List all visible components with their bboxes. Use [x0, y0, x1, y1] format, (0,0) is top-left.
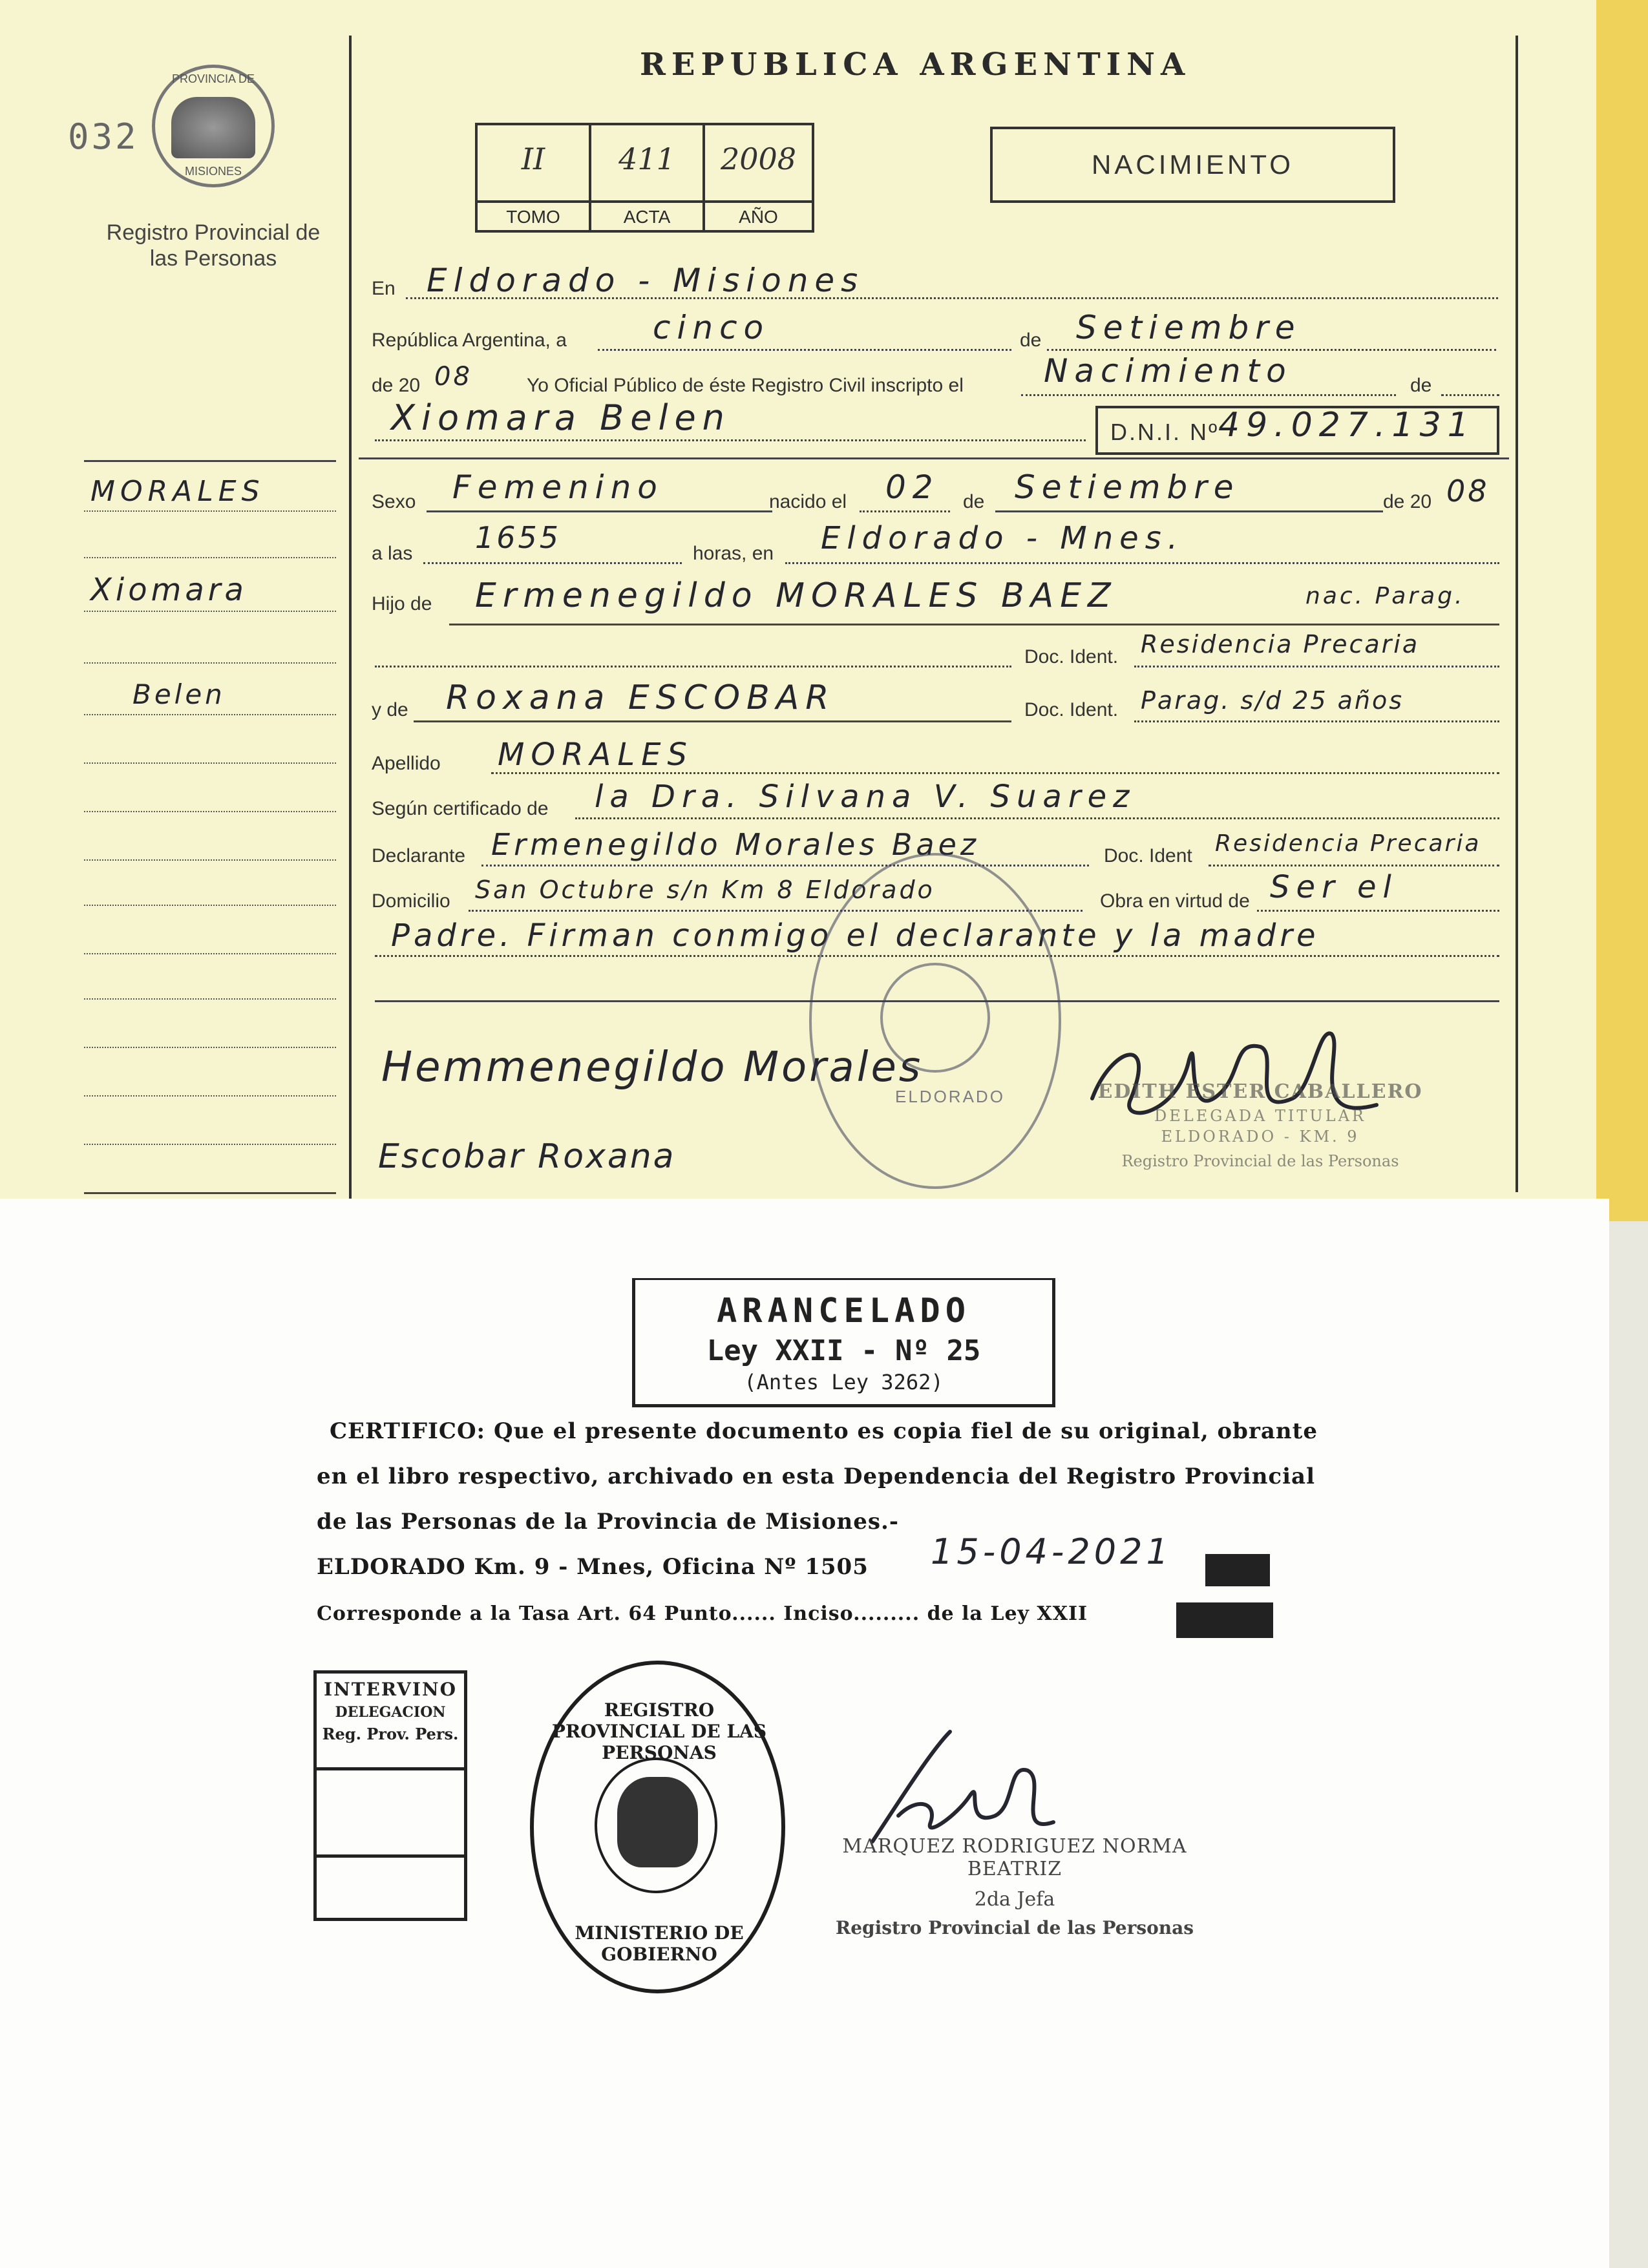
father-signature: Hemmenegildo Morales	[381, 1044, 924, 1091]
acta-value: 411	[618, 142, 675, 176]
official-name: MARQUEZ RODRIGUEZ NORMA BEATRIZ	[842, 1835, 1187, 1880]
doc-ident-label-3: Doc. Ident	[1104, 845, 1192, 866]
sexo-label: Sexo	[372, 491, 416, 512]
fee-stamp-title: ARANCELADO	[716, 1292, 971, 1330]
inscribed-value: Nacimiento	[1044, 352, 1293, 390]
form-left-border	[349, 36, 352, 1212]
birth-place: Eldorado - Mnes.	[821, 520, 1184, 556]
redaction-mark	[1176, 1602, 1273, 1638]
en-label: En	[372, 278, 396, 299]
margin-line	[84, 905, 336, 906]
redaction-mark	[1205, 1554, 1270, 1586]
record-type-box: NACIMIENTO	[990, 127, 1395, 203]
birth-year-suffix: 08	[1446, 474, 1490, 509]
official-role: 2da Jefa	[974, 1888, 1055, 1911]
margin-second-name: Belen	[132, 678, 226, 710]
official-registry: Registro Provincial de las Personas	[835, 1917, 1194, 1938]
margin-line	[84, 762, 336, 764]
province-logo-emblem	[171, 97, 255, 158]
logo-text-top: PROVINCIA DE	[171, 72, 255, 85]
acta-label: ACTA	[591, 200, 703, 227]
fee-stamp-previous-law: (Antes Ley 3262)	[744, 1370, 944, 1394]
intervention-stamp-divider	[317, 1854, 464, 1858]
logo-text-bottom: MISIONES	[184, 165, 242, 178]
intervention-stamp-header	[317, 1674, 464, 1770]
certification-line-5: Corresponde a la Tasa Art. 64 Punto...... Inciso......... de la Ley XXII	[317, 1602, 1088, 1625]
ministry-seal-emblem	[617, 1777, 698, 1867]
official-stamp	[821, 1835, 1209, 1938]
intervention-stamp-line-1: INTERVINO	[324, 1679, 457, 1700]
margin-line	[84, 1047, 336, 1048]
anio-value: 2008	[720, 142, 797, 176]
margin-line	[84, 1192, 336, 1194]
delegate-registry: Registro Provincial de las Personas	[1121, 1152, 1399, 1170]
margin-first-name: Xiomara	[90, 572, 248, 608]
margin-line	[84, 611, 336, 612]
registry-office-stamp-emblem	[880, 963, 990, 1073]
birth-day: 02	[885, 468, 940, 506]
father-doc: Residencia Precaria	[1141, 630, 1420, 658]
margin-line	[84, 1095, 336, 1097]
mother-doc: Parag. s/d 25 años	[1141, 686, 1404, 715]
certification-line-1: CERTIFICO: Que el presente documento es copia fiel de su original, obrante	[330, 1418, 1318, 1444]
ministry-seal-top-text: REGISTRO PROVINCIAL DE LAS PERSONAS	[551, 1699, 767, 1763]
address-value: San Octubre s/n Km 8 Eldorado	[475, 876, 935, 904]
fee-stamp	[632, 1278, 1055, 1407]
acta-cell	[591, 125, 705, 230]
de-label-1: de	[1020, 330, 1042, 351]
declarante-label: Declarante	[372, 845, 466, 866]
doc-ident-label-1: Doc. Ident.	[1024, 646, 1119, 667]
folder-edge	[1596, 0, 1648, 1221]
certification-line-3: de las Personas de la Provincia de Misiones.-	[317, 1509, 899, 1535]
first-names: Xiomara Belen	[391, 397, 731, 438]
delegate-title: DELEGADA TITULAR	[1154, 1107, 1366, 1125]
horas-label: horas, en	[693, 543, 774, 564]
hijo-label: Hijo de	[372, 593, 432, 614]
birth-time: 1655	[475, 520, 562, 555]
place-value: Eldorado - Misiones	[427, 262, 865, 299]
tomo-value: II	[521, 142, 545, 176]
father-name: Ermenegildo MORALES BAEZ	[475, 576, 1117, 615]
margin-line	[84, 510, 336, 512]
delegate-name: EDITH ESTER CABALLERO	[1097, 1080, 1423, 1103]
anio-label: AÑO	[705, 200, 812, 227]
dni-value: 49.027.131	[1218, 406, 1475, 445]
y-de-label: y de	[372, 699, 408, 720]
officer-text: Yo Oficial Público de éste Registro Civil inscripto el	[527, 375, 964, 396]
nacido-label: nacido el	[769, 491, 847, 512]
margin-line	[84, 662, 336, 664]
reason-part-1: Ser el	[1270, 869, 1398, 905]
de-label-3: de	[963, 491, 985, 512]
intervention-stamp-line-3: Reg. Prov. Pers.	[322, 1725, 459, 1743]
certification-date: 15-04-2021	[931, 1531, 1172, 1572]
certification-line-4: ELDORADO Km. 9 - Mnes, Oficina Nº 1505	[317, 1554, 869, 1580]
margin-line	[84, 460, 336, 462]
margin-line	[84, 953, 336, 954]
ministry-seal-bottom-text: MINISTERIO DE GOBIERNO	[575, 1922, 744, 1965]
father-extra-line	[375, 640, 1011, 667]
office-stamp-text: ELDORADO	[895, 1087, 1005, 1106]
tomo-cell	[478, 125, 591, 230]
year-suffix: 08	[434, 362, 472, 392]
surname-value: MORALES	[498, 737, 693, 773]
margin-line	[84, 1144, 336, 1145]
intervention-stamp	[313, 1670, 467, 1921]
certifier-value: la Dra. Silvana V. Suarez	[595, 779, 1136, 815]
intervention-stamp-line-2: DELEGACION	[335, 1704, 446, 1721]
margin-line	[84, 714, 336, 715]
record-reference-box	[475, 123, 814, 233]
obra-label: Obra en virtud de	[1100, 890, 1250, 912]
republica-label: República Argentina, a	[372, 330, 567, 351]
certification-line-2: en el libro respectivo, archivado en esta Dependencia del Registro Provincial	[317, 1464, 1315, 1489]
mother-signature: Escobar Roxana	[378, 1137, 676, 1176]
apellido-label: Apellido	[372, 753, 441, 774]
domicilio-label: Domicilio	[372, 890, 450, 912]
a-las-label: a las	[372, 543, 413, 564]
anio-cell	[705, 125, 812, 230]
fee-stamp-law: Ley XXII - Nº 25	[706, 1334, 981, 1367]
mother-name: Roxana ESCOBAR	[446, 678, 836, 717]
declarant-doc: Residencia Precaria	[1215, 830, 1481, 857]
delegate-stamp	[1092, 1080, 1428, 1170]
declarant-value: Ermenegildo Morales Baez	[491, 827, 980, 862]
reason-part-2: Padre. Firman conmigo el declarante y la madre	[391, 918, 1320, 954]
registry-name: Registro Provincial de las Personas	[106, 220, 321, 271]
doc-ident-label-2: Doc. Ident.	[1024, 699, 1119, 720]
delegate-place: ELDORADO - KM. 9	[1161, 1128, 1360, 1146]
dni-label: D.N.I. Nº	[1110, 419, 1220, 445]
tomo-label: TOMO	[478, 200, 589, 227]
form-divider	[359, 457, 1509, 459]
document-number: 032	[68, 116, 139, 157]
margin-line	[84, 998, 336, 1000]
margin-surname: MORALES	[90, 475, 265, 508]
de20-label: de 20	[1383, 491, 1432, 512]
country-title: REPUBLICA ARGENTINA	[640, 47, 1191, 83]
day-words: cinco	[653, 309, 770, 346]
birth-month: Setiembre	[1015, 468, 1240, 506]
de-label-2: de	[1410, 375, 1432, 396]
sex-value: Femenino	[452, 468, 664, 506]
month-value: Setiembre	[1076, 309, 1302, 346]
father-nationality: nac. Parag.	[1305, 583, 1465, 609]
margin-line	[84, 859, 336, 861]
de-line	[1441, 368, 1499, 396]
margin-line	[84, 557, 336, 558]
segun-label: Según certificado de	[372, 798, 549, 819]
form-right-border	[1516, 36, 1518, 1192]
margin-line	[84, 811, 336, 812]
year-prefix-label: de 20	[372, 375, 421, 396]
